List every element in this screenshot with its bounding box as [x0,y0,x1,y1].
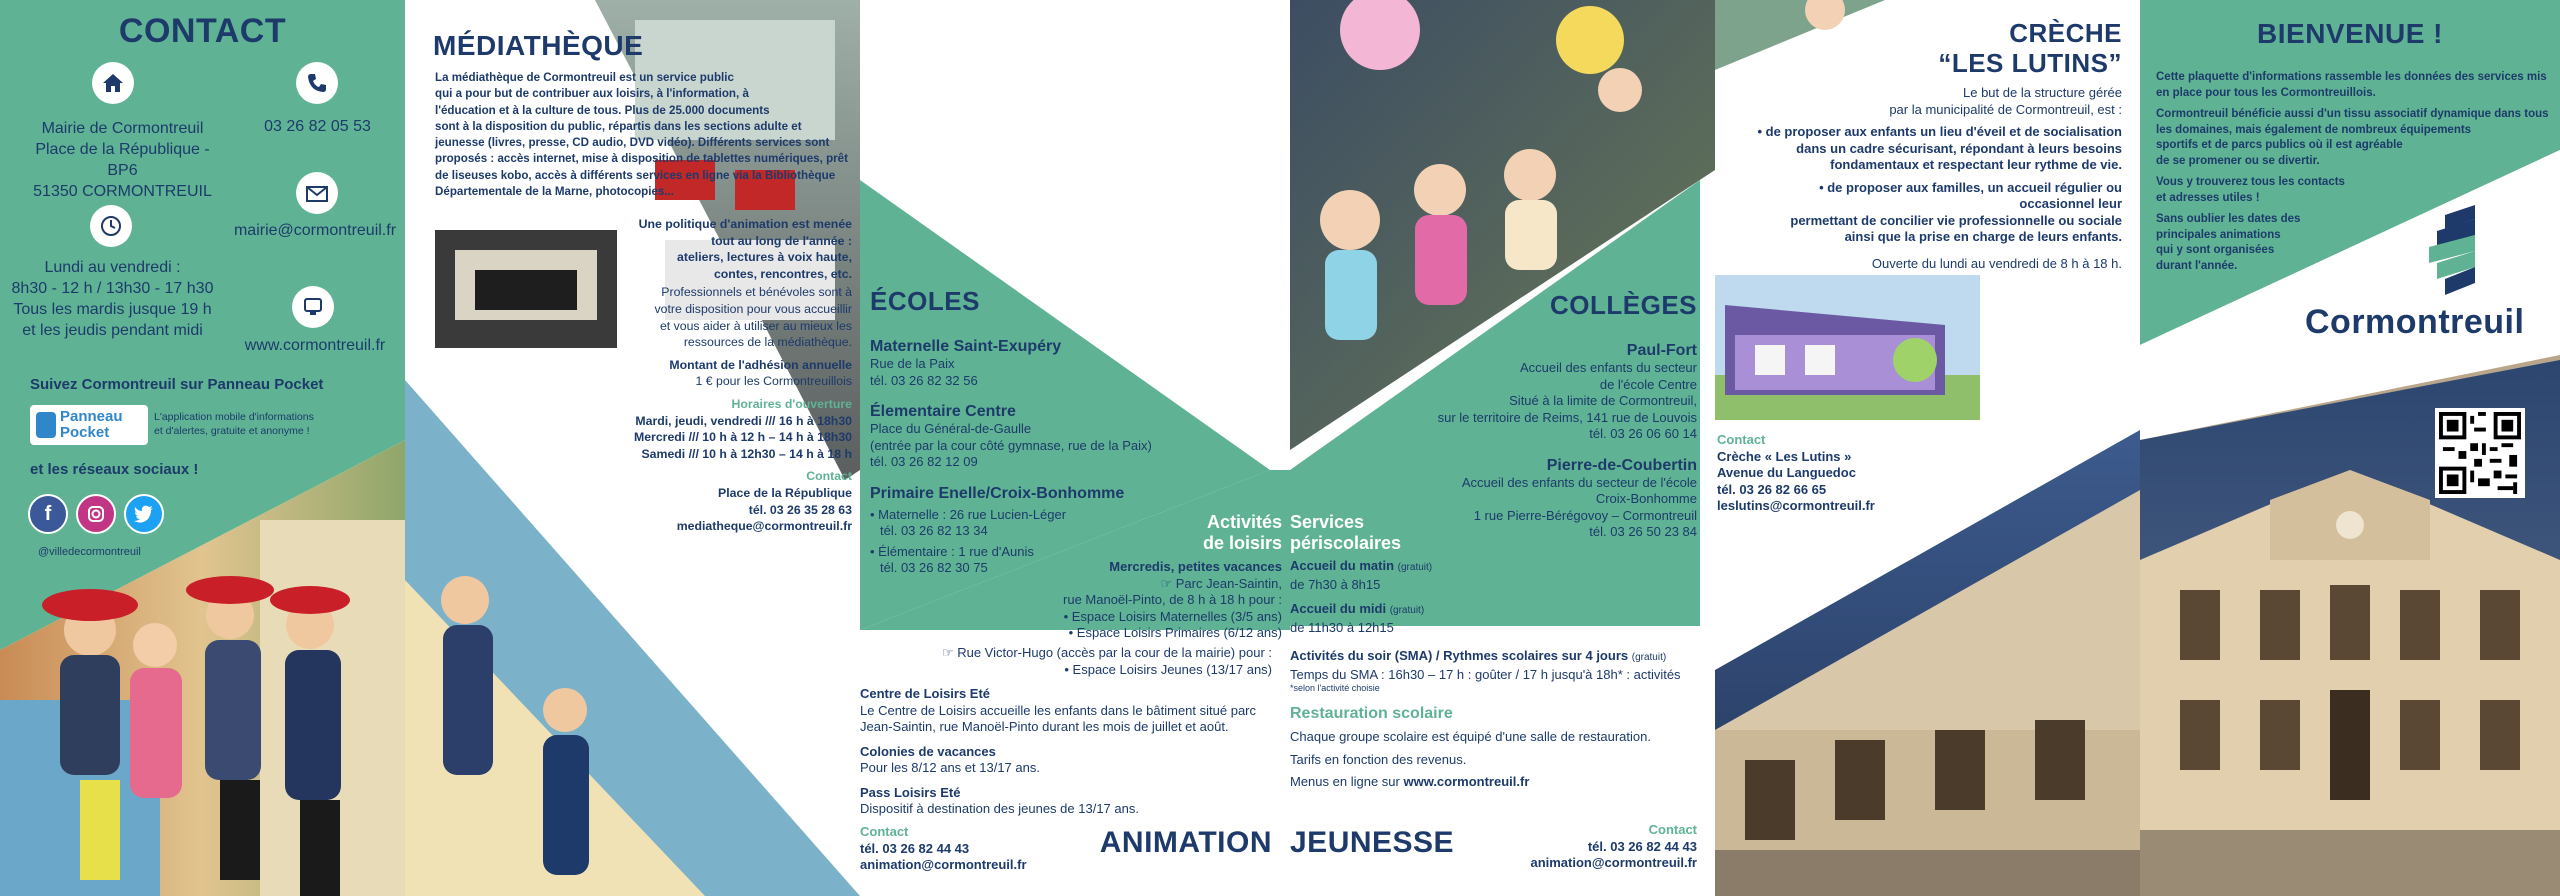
college-line: Accueil des enfants du secteur de l'école [1461,474,1697,490]
intro-line: sont à la disposition du public, répartis dans les sections adulte et [435,119,802,133]
college-name: Pierre-de-Coubertin [1546,456,1697,474]
contact-line: tél. 03 26 82 66 65 [1717,481,1827,497]
address-line: 51350 CORMONTREUIL [33,183,212,200]
qr-code-icon[interactable] [2435,408,2525,498]
school-name: Maternelle Saint-Exupéry [870,338,1062,355]
resto-link[interactable]: www.cormontreuil.fr [1403,774,1530,789]
contact-email[interactable]: mairie@cormontreuil.fr [233,222,397,239]
contact-website[interactable]: www.cormontreuil.fr [244,337,386,354]
activites-heading: Activités [1206,512,1282,532]
creche-bullet-line: fondamentaux et respectant leur rythme de vie. [1830,157,2122,172]
bienvenue-line: Vous y trouverez tous les contacts [2156,176,2345,188]
school-line: (entrée par la cour côté gymnase, rue de la Paix) [870,437,1152,453]
pocket-logo-line: Panneau [60,408,123,425]
hours-line: Lundi au vendredi : [44,259,181,276]
web-icon [292,286,334,328]
contact-line: Place de la République [718,485,852,500]
resto-line: Menus en ligne sur [1290,774,1400,789]
mediatheque-panel [405,0,860,896]
volunteers-line: votre disposition pour vous accueillir [654,301,852,316]
phone-icon [296,62,338,104]
contact-heading: CONTACT [118,12,287,50]
activites-line: ☞ Parc Jean-Saintin, [1160,575,1282,591]
peri-heading-line: périscolaires [1290,533,1402,553]
pocket-icon [36,412,56,438]
soir-note: *selon l'activité choisie [1290,683,1380,693]
contact-label: Contact [860,824,909,839]
contact-line[interactable]: animation@cormontreuil.fr [860,857,1027,872]
hours-line: Mercredi /// 10 h à 12 h – 14 h à 18h30 [633,430,852,445]
animation-line: tout au long de l'année : [711,233,852,248]
school-name: Primaire Enelle/Croix-Bonhomme [870,484,1125,502]
contact-line[interactable]: leslutins@cormontreuil.fr [1717,498,1875,513]
pocket-desc-line: et d'alertes, gratuite et anonyme ! [154,425,310,437]
college-line: sur le territoire de Reims, 141 rue de Louvois [1437,409,1697,425]
contact-line: Crèche « Les Lutins » [1717,448,1852,464]
school-line: tél. 03 26 82 32 56 [870,372,978,388]
matin-tag: (gratuit) [1397,562,1433,573]
creche-heading-line: “LES LUTINS” [1938,48,2122,78]
activites-heading: de loisirs [1202,533,1282,553]
colleges-heading: COLLÈGES [1549,290,1697,320]
peri-list [1290,558,1700,791]
bienvenue-line: et adresses utiles ! [2156,191,2260,204]
contact-panel [0,0,405,896]
colonies-text: Pour les 8/12 ans et 13/17 ans. [860,760,1040,775]
intro-line: Départementale de la Marne, photocopies... [435,185,675,199]
college-line: Accueil des enfants du secteur [1519,360,1697,375]
creche-top-photo [1715,0,1885,70]
bienvenue-line: sportifs et de parcs publics où il est agréable [2156,139,2403,151]
school-line: Place du Général-de-Gaulle [870,421,1032,436]
activites-block [1030,512,1282,642]
animation-line: contes, rencontres, etc. [713,266,852,281]
bienvenue-line: de se promener ou se divertir. [2156,154,2320,167]
twitter-icon[interactable] [124,494,164,534]
pocket-desc-line: L'application mobile d'informations [154,411,314,423]
bienvenue-line: en place pour tous les Cormontreuillois. [2156,86,2376,99]
school-line: • Maternelle : 26 rue Lucien-Léger [870,506,1067,522]
resto-heading: Restauration scolaire [1290,705,1453,722]
clock-icon [90,205,132,247]
hours-line: et les jeudis pendant midi [22,322,203,339]
address-line: Mairie de Cormontreuil [41,120,204,137]
volunteers-line: et vous aider à utiliser au mieux les [659,318,852,333]
contact-label: Contact [1648,822,1697,837]
bienvenue-line: les domaines, mais également de nombreux équipements [2156,123,2472,136]
logo-mark-icon [2365,205,2545,295]
library-interior-thumb [435,230,617,348]
creche-bullet: • de proposer aux familles, un accueil régulier ou occasionnel leur [1819,179,2122,211]
mediatheque-text-right [627,216,852,535]
bienvenue-line: principales animations [2156,228,2281,241]
college-name: Paul-Fort [1626,342,1697,359]
matin-value: de 7h30 à 8h15 [1290,576,1381,592]
bienvenue-line: qui y sont organisées [2156,244,2275,256]
resto-line: Chaque groupe scolaire est équipé d'une salle de restauration. [1290,729,1651,744]
bienvenue-line: Cormontreuil bénéficie aussi d'un tissu associatif dynamique dans tous [2156,108,2549,120]
school-line: tél. 03 26 82 30 75 [880,560,988,575]
bienvenue-line: durant l'année. [2156,259,2238,272]
pass-text: Dispositif à destination des jeunes de 13/17 ans. [860,801,1139,816]
activites-contact [860,824,1027,874]
activites-line: Mercredis, petites vacances [1109,559,1282,574]
intro-line: Le but de la structure gérée [1963,85,2122,100]
hours-line: Mardi, jeudi, vendredi /// 16 h à 18h30 [635,413,852,428]
animation-line: ateliers, lectures à voix haute, [677,250,852,265]
pass-title: Pass Loisirs Eté [860,784,961,800]
college-line: tél. 03 26 06 60 14 [1589,426,1697,441]
bienvenue-heading: BIENVENUE ! [2257,18,2443,49]
hours-label: Horaires d'ouverture [731,396,852,411]
midi-tag: (gratuit) [1389,605,1425,616]
hours-line: 8h30 - 12 h / 13h30 - 17 h30 [11,280,214,297]
activites-line: • Espace Loisirs Maternelles (3/5 ans) [1063,608,1282,624]
contact-line: tél. 03 26 35 28 63 [748,502,852,517]
soir-value: Temps du SMA : 16h30 – 17 h : goûter / 17 h jusqu'à 18h* : activités [1290,666,1681,682]
matin-label: Accueil du matin [1290,558,1395,573]
school-line: tél. 03 26 82 12 09 [870,454,978,469]
college-line: de l'école Centre [1599,376,1697,392]
banner-animation: ANIMATION [1099,826,1272,859]
banner-jeunesse: JEUNESSE [1290,826,1455,859]
peri-contact [1530,822,1697,872]
contact-line: tél. 03 26 82 44 43 [860,840,970,856]
creche-bullet-line: dans un cadre sécurisant, répondant à leurs besoins [1796,140,2122,156]
fee-value: 1 € pour les Cormontreuillois [695,374,852,389]
school-line: • Élémentaire : 1 rue d'Aunis [870,543,1034,559]
contact-line: Avenue du Languedoc [1717,465,1856,480]
colleges-list [1367,342,1697,541]
activites-line: rue Manoël-Pinto, de 8 h à 18 h pour : [1063,592,1282,607]
logo-text: Cormontreuil [2305,303,2525,341]
intro-line: de liseuses kobo, accès à différents services en ligne via la Bibliothèque [435,168,836,182]
contact-label: Contact [1717,432,1766,447]
contact-hours [0,257,225,341]
bienvenue-panel [2140,0,2560,896]
follow-social: et les réseaux sociaux ! [30,461,199,478]
animation-line: Une politique d'animation est menée [638,217,852,231]
college-line: Situé à la limite de Cormontreuil, [1509,393,1697,408]
resto-line: Tarifs en fonction des revenus. [1290,751,1467,767]
creche-bullet-line: ainsi que la prise en charge de leurs enfants. [1844,229,2122,244]
contact-address [20,118,225,202]
peri-panel [1290,0,1715,896]
facebook-icon[interactable]: f [28,494,68,534]
creche-panel [1715,0,2140,896]
contact-line[interactable]: animation@cormontreuil.fr [1530,855,1697,870]
cle-title: Centre de Loisirs Eté [860,686,991,701]
address-line: Place de la République - BP6 [35,141,210,179]
creche-heading [1938,18,2122,78]
creche-building-photo [1715,275,1980,420]
cormontreuil-logo [2305,205,2545,345]
contact-phone[interactable]: 03 26 82 05 53 [264,118,371,135]
ecoles-heading: ÉCOLES [870,286,980,316]
midi-label: Accueil du midi [1290,601,1387,616]
home-icon [92,62,134,104]
school-line: Rue de la Paix [870,356,955,371]
intro-line: proposés : accès internet, mise à disposition de tablettes numériques, prêt [435,152,848,166]
contact-line: tél. 03 26 82 44 43 [1587,838,1697,854]
midi-value: de 11h30 à 12h15 [1290,619,1394,635]
intro-line: jeunesse (livres, presse, CD audio, DVD vidéo). Différents services sont [435,136,830,150]
volunteers-line: ressources de la médiathèque. [683,335,852,350]
instagram-icon[interactable] [76,494,116,534]
soir-tag: (gratuit) [1631,652,1667,663]
creche-hours: Ouverte du lundi au vendredi de 8 h à 18 h. [1871,255,2122,271]
mail-icon [296,172,338,214]
hours-line: Tous les mardis jusque 19 h [13,301,212,318]
college-line: tél. 03 26 50 23 84 [1589,524,1697,539]
creche-bullet: • de proposer aux enfants un lieu d'éveil et de socialisation [1757,124,2122,139]
panneau-pocket-logo[interactable] [30,405,148,445]
creche-bullet-line: permettant de concilier vie professionnelle ou sociale [1790,212,2122,228]
school-name: Élementaire Centre [870,403,1016,420]
rue-line: ☞ Rue Victor-Hugo (accès par la cour de la mairie) pour : [941,645,1272,660]
college-line: 1 rue Pierre-Bérégovoy – Cormontreuil [1473,507,1697,523]
pocket-desc [154,410,314,438]
activites-line: • Espace Loisirs Primaires (6/12 ans) [1068,625,1282,640]
cle-text: Le Centre de Loisirs accueille les enfants dans le bâtiment situé parc [860,702,1256,718]
intro-line: par la municipalité de Cormontreuil, est : [1889,101,2122,117]
mediatheque-heading: MÉDIATHÈQUE [433,30,644,61]
intro-line: qui a pour but de contribuer aux loisirs, à l'information, à [435,87,749,101]
intro-line: La médiathèque de Cormontreuil est un service public [435,71,734,84]
ecoles-panel [860,0,1290,896]
intro-line: l'éducation et à la culture de tous. Plus de 25.000 documents [435,103,770,117]
bienvenue-line: Sans oublier les dates des [2156,213,2301,225]
peri-heading [1290,512,1401,554]
soir-label: Activités du soir (SMA) / Rythmes scolaires sur 4 jours [1290,648,1629,663]
fee-label: Montant de l'adhésion annuelle [669,357,852,372]
social-handle: @villedecormontreuil [38,546,141,558]
college-line: Croix-Bonhomme [1595,491,1697,506]
hours-line: Samedi /// 10 h à 12h30 – 14 h à 18 h [641,446,852,461]
mediatheque-intro [435,70,855,200]
creche-contact [1717,432,1875,515]
volunteers-line: Professionnels et bénévoles sont à [661,285,852,300]
contact-line[interactable]: mediatheque@cormontreuil.fr [676,519,852,534]
creche-heading-line: CRÈCHE [2009,18,2122,48]
pocket-logo-line: Pocket [60,424,110,441]
school-line: tél. 03 26 82 13 34 [880,523,988,538]
cle-text: Jean-Saintin, rue Manoël-Pinto durant les mois de juillet et août. [860,719,1229,734]
colonies-title: Colonies de vacances [860,743,996,759]
contact-label: Contact [806,469,852,484]
rue-line: • Espace Loisirs Jeunes (13/17 ans) [1064,661,1272,677]
creche-intro [1742,85,2122,272]
bienvenue-line: Cette plaquette d'informations rassemble les données des services mis [2156,71,2547,83]
follow-pocket: Suivez Cormontreuil sur Panneau Pocket [30,376,324,393]
peri-heading-line: Services [1290,512,1365,532]
activites-lower [860,645,1272,818]
